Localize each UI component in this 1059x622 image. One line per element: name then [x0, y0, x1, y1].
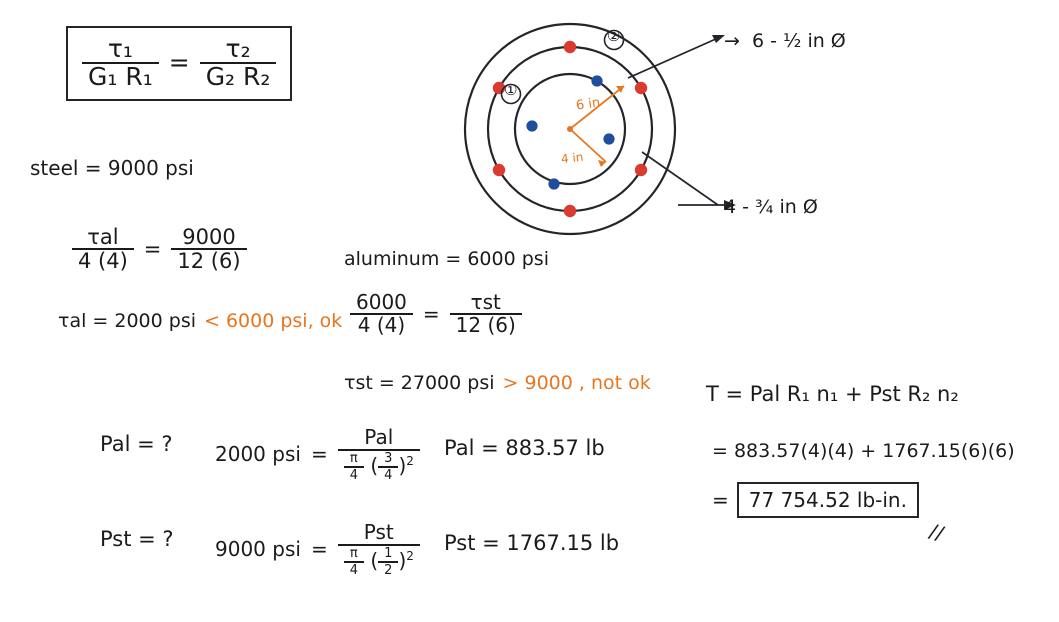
- aluminum-result: τst = 27000 psi: [344, 372, 495, 394]
- diagram-label-outer-bolt: ②: [607, 27, 621, 45]
- pst-dim-den: 2: [378, 561, 398, 578]
- aluminum-ratio-equals: =: [422, 301, 440, 326]
- pst-dim-frac: [378, 546, 398, 578]
- steel-result-line: [58, 310, 342, 332]
- aluminum-ratio-right-den: 12 (6): [450, 313, 522, 336]
- torque-formula: T = Pal R₁ n₁ + Pst R₂ n₂: [706, 382, 959, 406]
- pal-question: Pal = ?: [100, 432, 173, 456]
- formula-equals-sign: =: [168, 48, 190, 78]
- pst-fraction-num: Pst: [363, 520, 394, 544]
- formula-left-fraction: [82, 36, 159, 91]
- radius-inner-label: 4 in: [560, 149, 585, 167]
- aluminum-ratio-left-den: 4 (4): [350, 313, 413, 336]
- pal-paren-open: (: [370, 453, 379, 478]
- outer-bolt: [564, 205, 576, 217]
- steel-ratio-left-den: 4 (4): [72, 248, 134, 272]
- pal-fraction-den: [338, 449, 420, 483]
- outer-bolt: [493, 164, 505, 176]
- torque-final-answer: 77 754.52 lb-in.: [748, 488, 907, 512]
- pal-dim-frac: [378, 451, 398, 483]
- aluminum-result-note: > 9000 , not ok: [502, 372, 651, 394]
- pal-four: 4: [344, 466, 364, 483]
- steel-ratio-equals: =: [143, 237, 162, 262]
- pst-question: Pst = ?: [100, 527, 174, 551]
- pst-dim-num: 1: [384, 546, 393, 561]
- pst-paren-open: (: [370, 548, 379, 573]
- pal-dim-den: 4: [378, 466, 398, 483]
- torque-substitution: = 883.57(4)(4) + 1767.15(6)(6): [712, 440, 1015, 462]
- pst-four: 4: [344, 561, 364, 578]
- callout-bottom: [724, 196, 818, 218]
- callout-top: [724, 30, 846, 52]
- steel-ratio-right-den: 12 (6): [171, 248, 246, 272]
- boxed-ratio-formula: [66, 26, 292, 101]
- aluminum-ratio-left: [350, 292, 413, 336]
- pst-pi-over-4: [344, 546, 364, 578]
- pal-exponent: 2: [406, 453, 414, 468]
- formula-left-numerator: τ₁: [107, 34, 133, 63]
- diagram-label-inner-bolt: ①: [504, 81, 518, 99]
- formula-right-numerator: τ₂: [225, 34, 251, 63]
- pst-exponent: 2: [406, 548, 414, 563]
- aluminum-ratio-right-num: τst: [470, 290, 501, 314]
- pal-answer: Pal = 883.57 lb: [444, 436, 605, 460]
- pal-paren-close: ): [398, 453, 407, 478]
- aluminum-ratio-equation: [350, 292, 522, 336]
- steel-ratio-left-num: τal: [87, 225, 119, 249]
- aluminum-ratio-left-num: 6000: [356, 290, 407, 314]
- pst-paren-close: ): [398, 548, 407, 573]
- steel-result: τal = 2000 psi: [58, 310, 196, 332]
- inner-bolt: [548, 178, 559, 189]
- steel-ratio-right-num: 9000: [182, 225, 236, 249]
- radius-outer-label: 6 in: [575, 95, 602, 114]
- steel-ratio-equation: [72, 226, 247, 272]
- steel-ratio-left: [72, 226, 134, 272]
- callout-top-text: 6 - ½ in Ø: [751, 30, 846, 52]
- inner-bolt: [526, 120, 537, 131]
- pal-equation: [215, 425, 420, 483]
- steel-ratio-right: [171, 226, 246, 272]
- aluminum-ratio-right: [450, 292, 522, 336]
- formula-right-denominator: G₂ R₂: [200, 62, 277, 90]
- torque-final-line: [712, 482, 919, 518]
- torque-end-mark: //: [926, 518, 947, 546]
- steel-result-note: < 6000 psi, ok: [204, 310, 343, 332]
- pal-equals: =: [310, 442, 328, 466]
- callout-top-arrow: →: [724, 30, 740, 52]
- aluminum-result-line: [344, 372, 651, 394]
- pal-pi: π: [349, 451, 358, 466]
- formula-right-fraction: [200, 36, 277, 91]
- torque-final-answer-box: [737, 482, 919, 518]
- steel-given: steel = 9000 psi: [30, 156, 194, 180]
- aluminum-given: aluminum = 6000 psi: [344, 248, 549, 270]
- pst-equals: =: [310, 537, 328, 561]
- torque-final-equals: =: [712, 488, 729, 512]
- pal-fraction: [338, 425, 420, 483]
- pst-answer: Pst = 1767.15 lb: [444, 531, 620, 555]
- outer-bolt: [564, 41, 576, 53]
- formula-left-denominator: G₁ R₁: [82, 62, 159, 90]
- pal-fraction-num: Pal: [364, 425, 394, 449]
- pst-pi: π: [349, 546, 358, 561]
- pst-fraction-den: [338, 544, 420, 578]
- pal-stress: 2000 psi: [215, 442, 301, 466]
- pal-pi-over-4: [344, 451, 364, 483]
- pst-fraction: [338, 520, 420, 578]
- callout-bottom-text: 4 - ¾ in Ø: [724, 196, 818, 218]
- pal-dim-num: 3: [384, 451, 393, 466]
- pst-stress: 9000 psi: [215, 537, 301, 561]
- pst-equation: [215, 520, 420, 578]
